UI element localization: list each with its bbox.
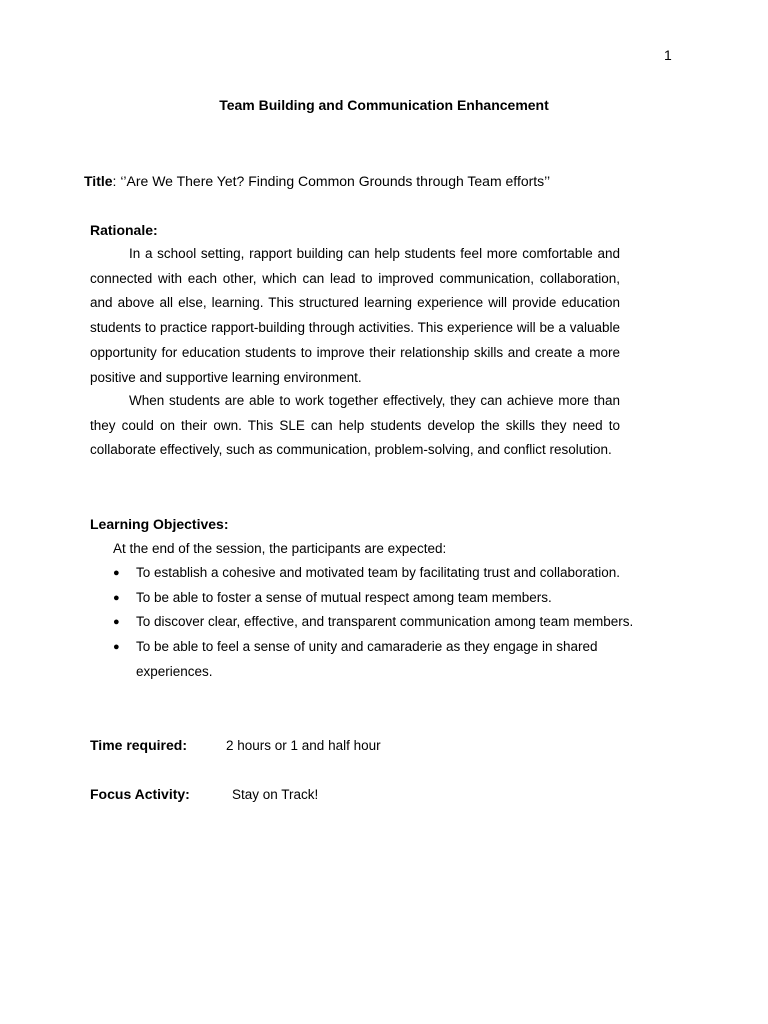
rationale-heading: Rationale:	[90, 222, 158, 238]
learning-objectives-heading: Learning Objectives:	[90, 516, 229, 532]
document-title: Team Building and Communication Enhancement	[219, 97, 549, 113]
bullet-icon: ●	[113, 616, 120, 629]
rationale-paragraph-1: In a school setting, rapport building can help students feel more comfortable and connected with each other, which can lead to improved communication, collaboration, and above all else, learning. This structured learning experience will provide education students to practice rapport-building through activities. This experience will be a valuable opportunity for education students to improve their relationship skills and create a more positive and supportive learning environment.	[90, 246, 620, 385]
objective-text: To be able to foster a sense of mutual respect among team members.	[136, 589, 552, 605]
title-label: Title	[84, 173, 113, 189]
objective-item	[113, 635, 673, 684]
objective-text: To establish a cohesive and motivated team by facilitating trust and collaboration.	[136, 565, 621, 580]
objectives-list	[113, 561, 673, 685]
time-required-value: 2 hours or 1 and half hour	[226, 738, 381, 753]
objective-item	[113, 586, 673, 611]
objective-text: To discover clear, effective, and transparent communication among team members.	[136, 614, 634, 630]
focus-activity-value: Stay on Track!	[232, 787, 319, 802]
title-separator: :	[112, 173, 121, 189]
page-number: 1	[664, 47, 672, 63]
focus-activity-label: Focus Activity:	[90, 786, 190, 802]
focus-activity-row	[90, 786, 318, 802]
objective-item	[113, 610, 673, 635]
bullet-icon: ●	[113, 567, 120, 579]
bullet-icon: ●	[113, 641, 120, 654]
objectives-intro: At the end of the session, the participants are expected:	[113, 541, 447, 556]
objective-text: To be able to feel a sense of unity and camaraderie as they engage in shared experiences.	[136, 639, 598, 679]
time-required-label: Time required:	[90, 737, 187, 753]
title-value: ‘’Are We There Yet? Finding Common Grounds through Team efforts’’	[120, 173, 551, 189]
bullet-icon: ●	[113, 591, 120, 604]
time-required-row	[90, 737, 381, 753]
title-line	[84, 173, 550, 189]
rationale-paragraph-2: When students are able to work together effectively, they can achieve more than they could on their own. This SLE can help students develop the skills they need to collaborate effectively, such as communication, problem-solving, and conflict resolution.	[90, 393, 620, 458]
objective-item	[113, 561, 673, 586]
